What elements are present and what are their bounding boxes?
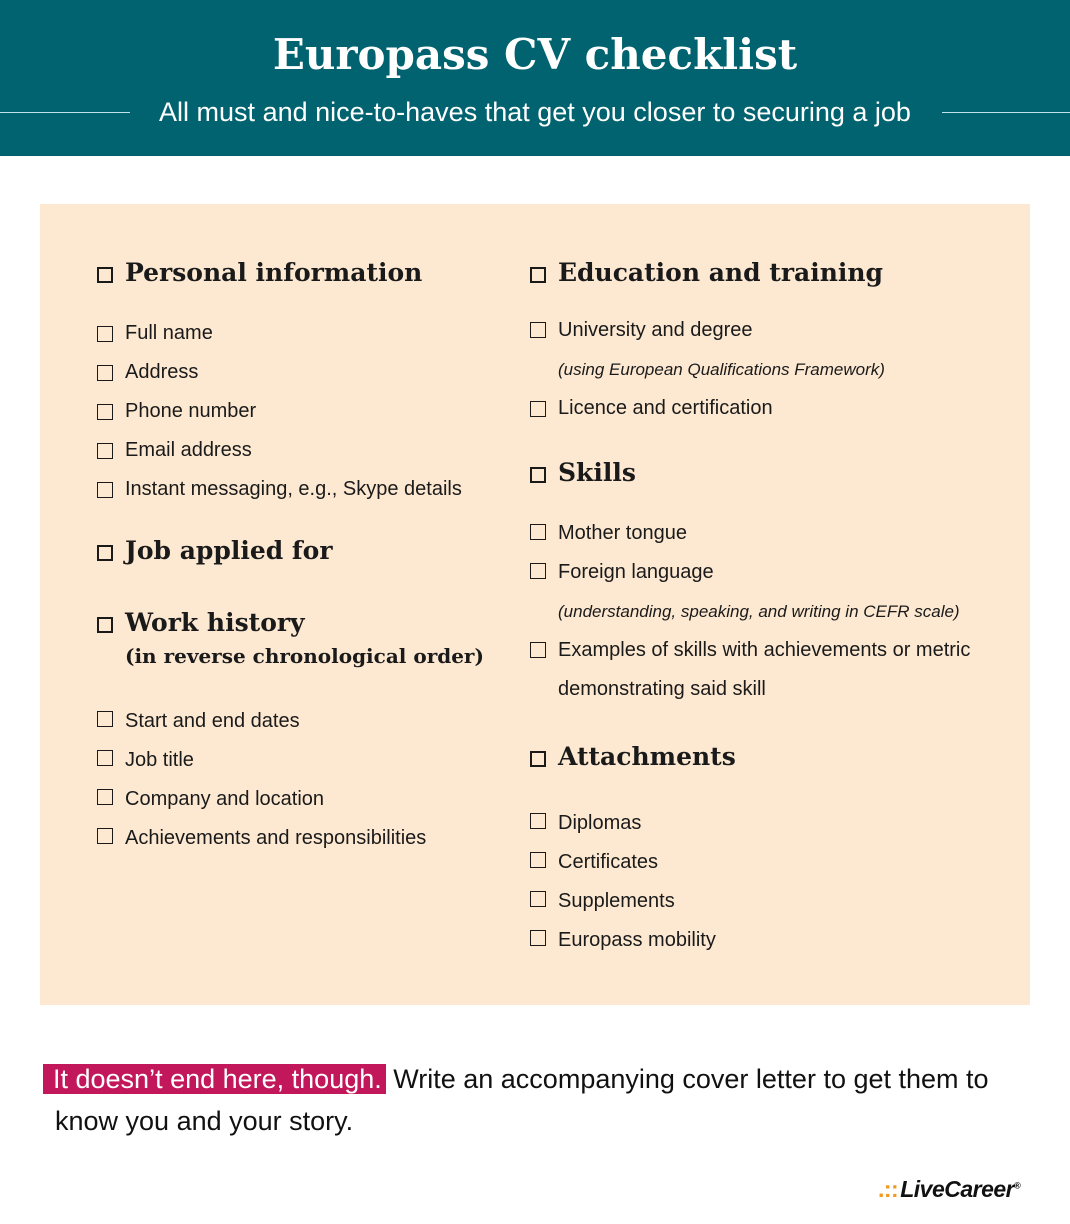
- section-note-work: (in reverse chronological order): [125, 644, 484, 668]
- logo-dots-icon: .::: [878, 1176, 899, 1202]
- item-mother-tongue: Mother tongue: [558, 522, 687, 544]
- checkbox-certificates[interactable]: [530, 852, 546, 868]
- item-job-title: Job title: [125, 749, 194, 771]
- logo-registered-icon: ®: [1014, 1180, 1021, 1191]
- checkbox-phone[interactable]: [97, 404, 113, 420]
- item-phone: Phone number: [125, 400, 257, 422]
- checklist-card: [40, 204, 1030, 1005]
- section-title-personal: Personal information: [125, 258, 423, 287]
- checkbox-mother-tongue[interactable]: [530, 524, 546, 540]
- checkbox-mobility[interactable]: [530, 930, 546, 946]
- item-university: University and degree: [558, 319, 753, 341]
- page-title: Europass CV checklist: [272, 30, 798, 79]
- checkbox-dates[interactable]: [97, 711, 113, 727]
- section-title-skills: Skills: [558, 458, 636, 487]
- checkbox-address[interactable]: [97, 365, 113, 381]
- header-divider-right: [942, 112, 1070, 113]
- section-checkbox-attachments[interactable]: [530, 751, 546, 767]
- page-subtitle: All must and nice-to-haves that get you closer to securing a job: [159, 97, 911, 127]
- note-eqf: (using European Qualifications Framework): [558, 360, 885, 379]
- checkbox-full-name[interactable]: [97, 326, 113, 342]
- checkbox-im[interactable]: [97, 482, 113, 498]
- item-full-name: Full name: [125, 322, 213, 344]
- section-checkbox-personal[interactable]: [97, 267, 113, 283]
- checkbox-supplements[interactable]: [530, 891, 546, 907]
- checkbox-skill-examples[interactable]: [530, 642, 546, 658]
- item-skill-examples: Examples of skills with achievements or metric: [558, 639, 971, 661]
- section-checkbox-skills[interactable]: [530, 467, 546, 483]
- item-company: Company and location: [125, 788, 325, 810]
- checkbox-job-title[interactable]: [97, 750, 113, 766]
- section-checkbox-work[interactable]: [97, 617, 113, 633]
- header-banner: [0, 0, 1070, 156]
- section-checkbox-job[interactable]: [97, 545, 113, 561]
- checkbox-company[interactable]: [97, 789, 113, 805]
- item-supplements: Supplements: [558, 890, 675, 912]
- checkbox-university[interactable]: [530, 322, 546, 338]
- item-dates: Start and end dates: [125, 710, 300, 732]
- checkbox-licence[interactable]: [530, 401, 546, 417]
- item-email: Email address: [125, 439, 252, 461]
- note-cefr: (understanding, speaking, and writing in CEFR scale): [558, 602, 960, 621]
- item-achievements: Achievements and responsibilities: [125, 827, 427, 849]
- checkbox-achievements[interactable]: [97, 828, 113, 844]
- section-checkbox-education[interactable]: [530, 267, 546, 283]
- item-foreign-language: Foreign language: [558, 561, 714, 583]
- item-certificates: Certificates: [558, 851, 659, 873]
- footer-callout: [55, 1058, 995, 1142]
- section-title-work: Work history: [125, 608, 305, 637]
- checkbox-foreign-language[interactable]: [530, 563, 546, 579]
- footer-text: Write an accompanying cover letter to get them to know you and your story.: [55, 1064, 989, 1136]
- item-skill-examples-cont: demonstrating said skill: [558, 678, 766, 700]
- logo-name: LiveCareer: [900, 1176, 1015, 1202]
- checkbox-diplomas[interactable]: [530, 813, 546, 829]
- item-address: Address: [125, 361, 199, 383]
- section-title-education: Education and training: [558, 258, 884, 287]
- section-title-attachments: Attachments: [558, 742, 736, 771]
- footer-highlight: It doesn’t end here, though.: [43, 1064, 386, 1094]
- checkbox-email[interactable]: [97, 443, 113, 459]
- section-title-job: Job applied for: [125, 536, 333, 565]
- item-licence: Licence and certification: [558, 397, 773, 419]
- livecareer-logo[interactable]: [878, 1176, 1020, 1203]
- item-diplomas: Diplomas: [558, 812, 642, 834]
- item-im: Instant messaging, e.g., Skype details: [125, 478, 462, 500]
- item-mobility: Europass mobility: [558, 929, 716, 951]
